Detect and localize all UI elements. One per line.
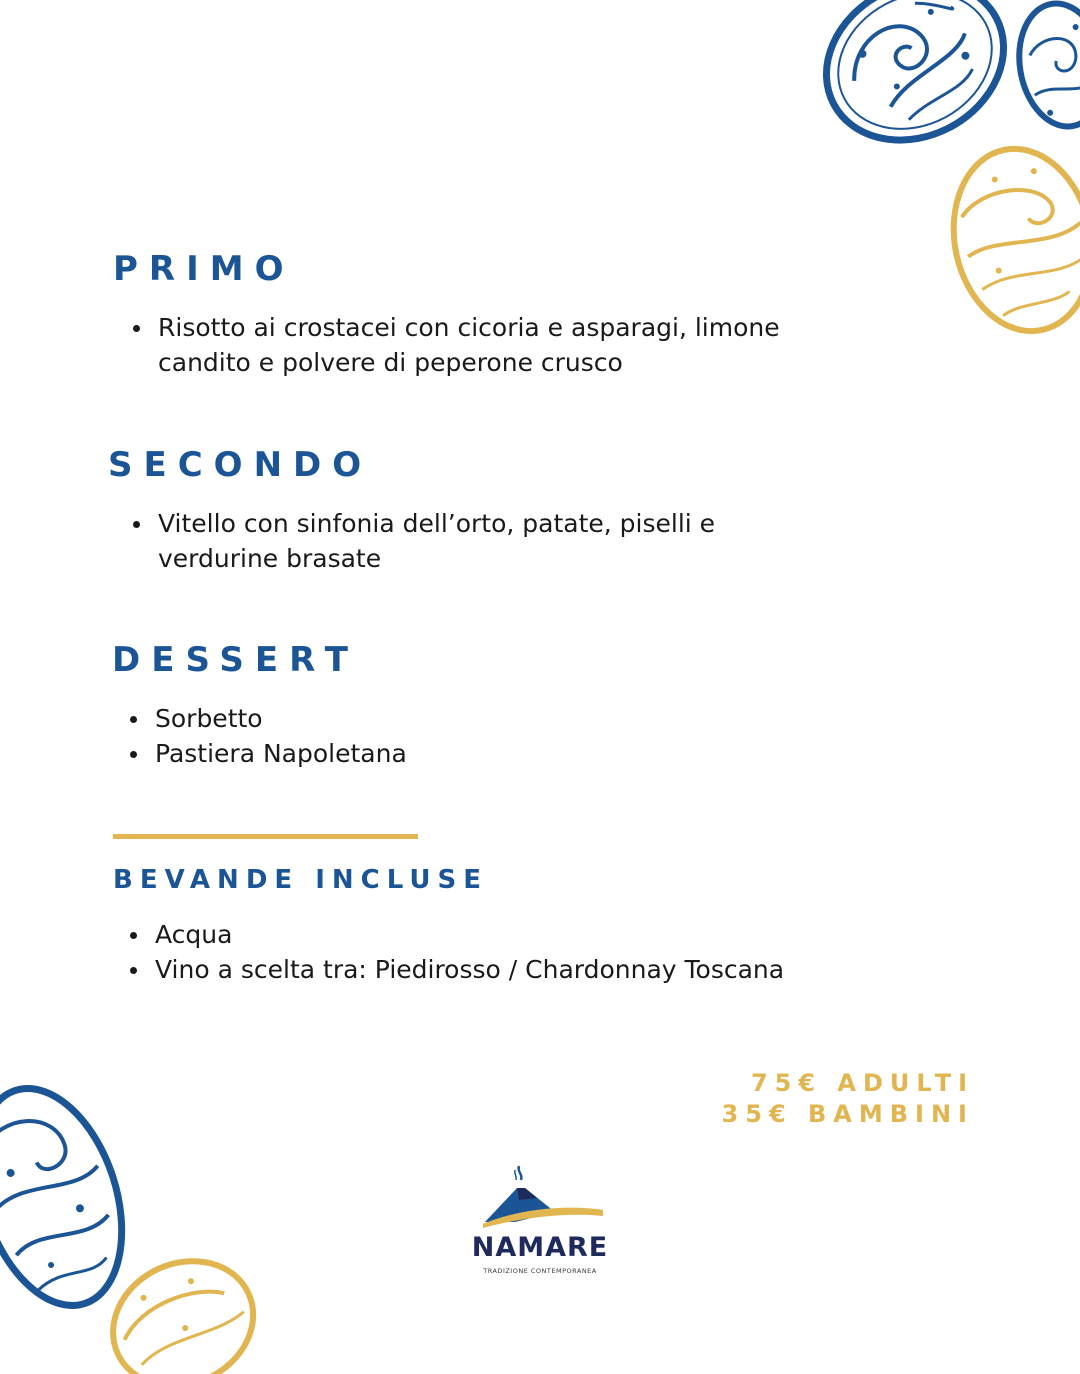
gold-easter-egg-icon [938, 136, 1080, 346]
section-title-dessert: DESSERT [112, 640, 359, 680]
price-children: 35€ BAMBINI [721, 1100, 974, 1128]
section-title-bevande: BEVANDE INCLUSE [113, 865, 488, 895]
list-item: Sorbetto [128, 701, 868, 736]
logo-tagline: TRADIZIONE CONTEMPORANEA [483, 1267, 597, 1275]
list-item: Risotto ai crostacei con cicoria e asparagi, limone candito e polvere di peperone crusco [131, 310, 871, 380]
section-title-secondo: SECONDO [108, 445, 373, 485]
secondo-list [131, 506, 831, 576]
price-adults: 75€ ADULTI [750, 1069, 974, 1097]
blue-easter-egg-icon [812, 0, 1018, 152]
primo-list [131, 310, 871, 380]
logo-name: NAMARE [471, 1232, 609, 1263]
blue-easter-egg-icon [1012, 0, 1080, 140]
namare-logo [470, 1160, 610, 1275]
section-divider [113, 834, 418, 839]
list-item: Vitello con sinfonia dell’orto, patate, piselli e verdurine brasate [131, 506, 831, 576]
list-item: Vino a scelta tra: Piedirosso / Chardonnay Toscana [128, 952, 928, 987]
gold-easter-egg-icon [96, 1244, 266, 1374]
volcano-logo-icon [475, 1160, 605, 1232]
section-title-primo: PRIMO [113, 249, 295, 289]
list-item: Acqua [128, 917, 928, 952]
dessert-list [128, 701, 868, 771]
list-item: Pastiera Napoletana [128, 736, 868, 771]
bevande-list [128, 917, 928, 987]
price-block [722, 1068, 974, 1130]
